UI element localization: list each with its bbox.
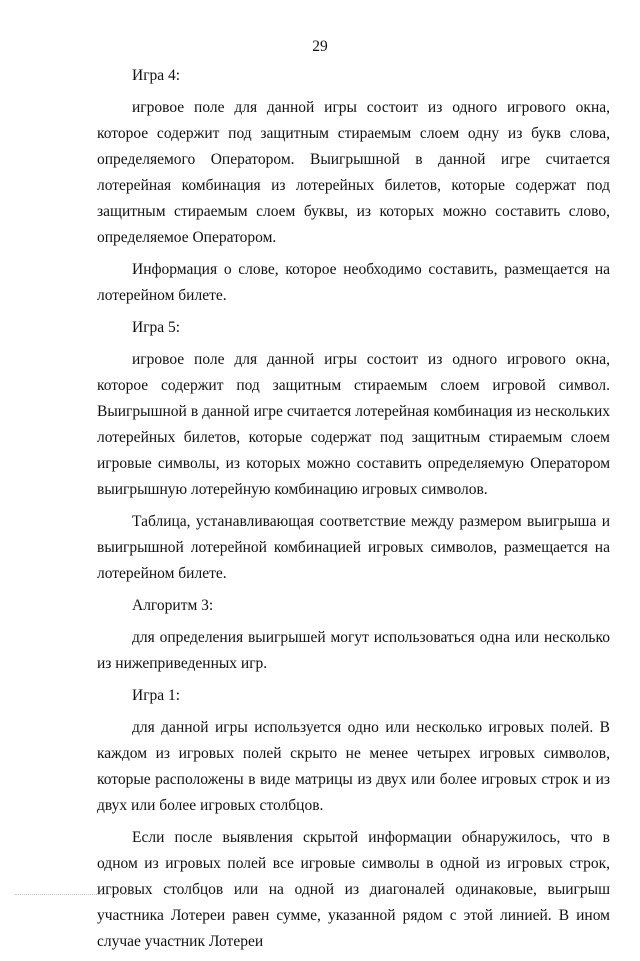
- page-number: 29: [312, 38, 328, 55]
- scan-artifact-line: [15, 894, 135, 897]
- document-body: [97, 63, 610, 961]
- paragraph-algorithm-3-intro: для определения выигрышей могут использоваться одна или несколько из нижеприведенных игр.: [97, 629, 610, 672]
- heading-game-1: Игра 1:: [132, 687, 181, 704]
- paragraph-game-5-table-info: Таблица, устанавливающая соответствие между размером выигрыша и выигрышной лотерейной комбинацией игровых символов, размещается на лотерейном билете.: [97, 513, 610, 582]
- heading-game-4: Игра 4:: [132, 67, 181, 84]
- paragraph-game-1-description: для данной игры используется одно или несколько игровых полей. В каждом из игровых полей скрыто не менее четырех игровых символов, которые расположены в виде матрицы из двух или более игровых строк и из двух или более игровых столбцов.: [97, 719, 610, 814]
- paragraph-game-1-win-condition: Если после выявления скрытой информации обнаружилось, что в одном из игровых полей все игровые символы в одной из игровых строк, игровых столбцов или на одной из диагоналей одинаковые, выигрыш участника Лотереи равен сумме, указанной рядом с этой линией. В ином случае участник Лотереи: [97, 829, 610, 950]
- heading-game-5: Игра 5:: [132, 319, 181, 336]
- heading-algorithm-3: Алгоритм 3:: [132, 597, 214, 614]
- paragraph-game-4-word-info: Информация о слове, которое необходимо составить, размещается на лотерейном билете.: [97, 261, 610, 304]
- paragraph-game-4-description: игровое поле для данной игры состоит из одного игрового окна, которое содержит под защитным стираемым слоем одну из букв слова, определяемого Оператором. Выигрышной в данной игре считается лотерейная комбинация из лотерейных билетов, которые содержат под защитным стираемым слоем буквы, из которых можно составить слово, определяемое Оператором.: [97, 99, 610, 246]
- paragraph-game-5-description: игровое поле для данной игры состоит из одного игрового окна, которое содержит под защитным стираемым слоем игровой символ. Выигрышной в данной игре считается лотерейная комбинация из нескольких лотерейных билетов, которые содержат под защитным стираемым слоем игровые символы, из которых можно составить определяемую Оператором выигрышную лотерейную комбинацию игровых символов.: [97, 351, 610, 498]
